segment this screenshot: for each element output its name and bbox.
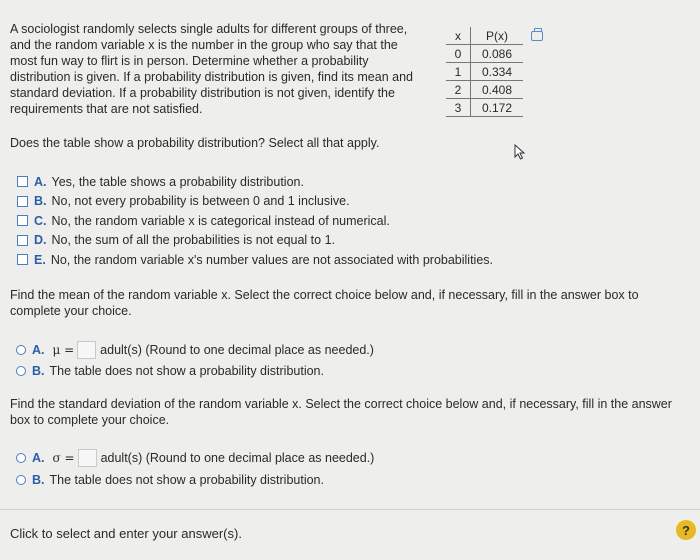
option-text: The table does not show a probability distribution. [49, 364, 324, 378]
footer-instruction: Click to select and enter your answer(s). [10, 526, 242, 541]
checkbox[interactable] [17, 215, 28, 226]
option-d-checkbox-row[interactable] [17, 231, 493, 251]
option-c-checkbox-row[interactable] [17, 211, 493, 231]
mu-symbol: μ = [52, 343, 75, 357]
option-letter: A. [32, 343, 45, 357]
table-row [446, 81, 523, 99]
probability-table [446, 27, 523, 117]
question-1-options [17, 172, 493, 270]
mean-answer-input[interactable] [77, 341, 96, 359]
problem-line: standard deviation. If a probability distribution is not given, identify the [10, 86, 395, 100]
checkbox[interactable] [17, 235, 28, 246]
stdev-answer-input[interactable] [78, 449, 97, 467]
question-line: box to complete your choice. [10, 413, 170, 427]
mean-option-b[interactable] [16, 364, 324, 378]
question-line: Find the mean of the random variable x. Select the correct choice below and, if necessary, fill in the answer box to [10, 288, 639, 302]
option-letter: B. [32, 473, 45, 487]
option-text: No, not every probability is between 0 and 1 inclusive. [51, 194, 350, 209]
question-2-text [10, 287, 639, 319]
table-cell-x: 0 [446, 45, 471, 63]
table-cell-x: 3 [446, 99, 471, 117]
checkbox[interactable] [17, 176, 28, 187]
problem-line: distribution is given. If a probability distribution is given, find its mean and [10, 70, 413, 84]
stdev-option-a[interactable] [16, 449, 374, 467]
table-cell-px: 0.172 [471, 99, 524, 117]
option-letter: E. [34, 252, 46, 267]
question-1-text: Does the table show a probability distribution? Select all that apply. [10, 136, 380, 150]
option-text: No, the sum of all the probabilities is not equal to 1. [51, 233, 335, 248]
checkbox[interactable] [17, 254, 28, 265]
problem-statement [10, 21, 435, 117]
problem-line: most fun way to flirt is in person. Determine whether a probability [10, 54, 369, 68]
table-row [446, 99, 523, 117]
table-cell-px: 0.408 [471, 81, 524, 99]
question-3-text [10, 396, 672, 428]
option-text: adult(s) (Round to one decimal place as needed.) [100, 451, 375, 465]
radio-button[interactable] [16, 366, 26, 376]
option-letter: B. [34, 194, 47, 209]
cursor-icon [514, 144, 528, 160]
radio-button[interactable] [16, 453, 26, 463]
mean-option-a[interactable] [16, 341, 374, 359]
table-cell-px: 0.334 [471, 63, 524, 81]
copy-icon[interactable] [531, 31, 543, 41]
option-text: No, the random variable x is categorical instead of numerical. [51, 213, 390, 228]
table-cell-px: 0.086 [471, 45, 524, 63]
option-letter: C. [34, 213, 47, 228]
question-line: complete your choice. [10, 304, 132, 318]
radio-button[interactable] [16, 475, 26, 485]
option-letter: A. [34, 174, 47, 189]
option-a-checkbox-row[interactable] [17, 172, 493, 192]
stdev-option-b[interactable] [16, 473, 324, 487]
option-letter: D. [34, 233, 47, 248]
radio-button[interactable] [16, 345, 26, 355]
problem-line: and the random variable x is the number in the group who say that the [10, 38, 398, 52]
option-text: The table does not show a probability distribution. [49, 473, 324, 487]
table-header-px: P(x) [471, 27, 524, 45]
table-header-x: x [446, 27, 471, 45]
sigma-symbol: σ = [52, 451, 75, 465]
option-letter: A. [32, 451, 45, 465]
table-row [446, 45, 523, 63]
question-line: Find the standard deviation of the random variable x. Select the correct choice below and, if necessary, fill in the answer [10, 397, 672, 411]
option-text: No, the random variable x's number values are not associated with probabilities. [50, 252, 494, 267]
problem-line: A sociologist randomly selects single adults for different groups of three, [10, 22, 408, 36]
option-text: Yes, the table shows a probability distribution. [51, 174, 304, 189]
option-text: adult(s) (Round to one decimal place as needed.) [100, 343, 374, 357]
checkbox[interactable] [17, 196, 28, 207]
table-cell-x: 2 [446, 81, 471, 99]
help-icon[interactable]: ? [676, 520, 696, 540]
option-letter: B. [32, 364, 45, 378]
table-row [446, 63, 523, 81]
option-b-checkbox-row[interactable] [17, 192, 493, 212]
table-cell-x: 1 [446, 63, 471, 81]
option-e-checkbox-row[interactable] [17, 250, 493, 270]
footer-divider [0, 509, 700, 510]
problem-line: requirements that are not satisfied. [10, 102, 203, 116]
